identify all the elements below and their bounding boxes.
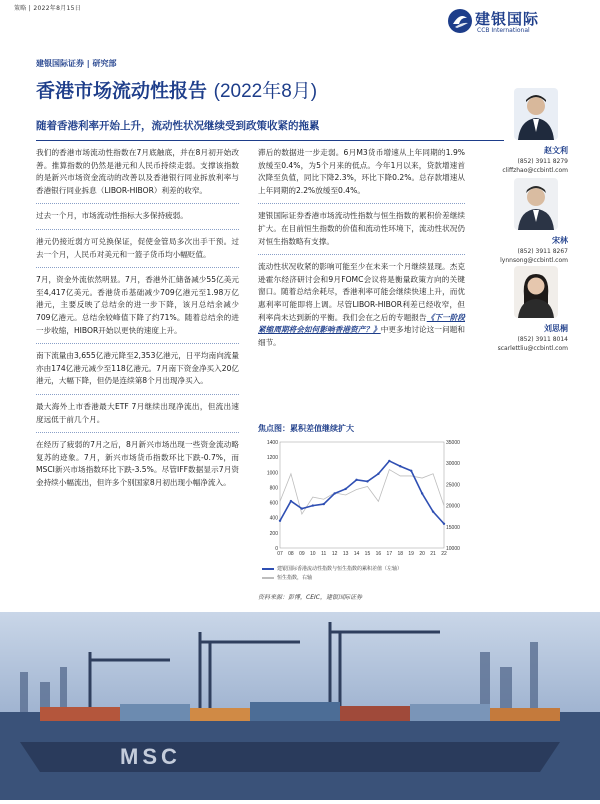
y-left-tick-label: 800 [269,485,278,492]
series-point [377,473,379,475]
series-point [410,470,412,472]
analyst-email[interactable]: lynnsong@ccbintl.com [500,257,568,264]
series-point [333,492,335,494]
legend-item-2 [262,574,402,583]
paragraph: 7月，资金外流依然明显。7月，香港外汇储备减少55亿美元至4,417亿美元。香港货币基础减少709亿港元至1.98万亿港元，主要反映了总结余的进一步下降，该月总结余减少709亿港元。总结余较峰值下降了约71%。随着总结余的进一步收缩，HIBOR开始以更快的速度上升。 [36,274,239,344]
report-title [36,76,317,103]
series-point [443,523,445,525]
series-point [399,465,401,467]
analyst-phone: (852) 3911 8279 [517,158,568,165]
brand-logo [447,6,587,38]
x-tick-label: 11 [321,551,327,557]
x-tick-label: 14 [353,551,360,557]
legend-swatch [262,568,274,570]
y-left-tick-label: 1400 [266,440,278,446]
x-tick-label: 19 [408,551,414,557]
legend-swatch [262,577,274,579]
legend-item-1 [262,565,402,574]
analyst-email[interactable]: cliffzhao@ccbintl.com [502,167,568,174]
report-title-date: (2022年8月) [213,81,318,102]
series-point [344,488,346,490]
report-subtitle: 随着香港利率开始上升，流动性状况继续受到政策收紧的拖累 [36,120,320,132]
department-label: 建银国际证券 | 研究部 [36,59,117,68]
x-tick-label: 18 [397,551,404,557]
image-ship-text: MSC [120,744,181,769]
y-left-tick-label: 200 [269,530,278,537]
chart-legend [262,565,402,583]
y-right-tick-label: 30000 [446,461,460,468]
x-tick-label: 22 [441,551,447,557]
x-tick-label: 09 [299,551,305,557]
analyst-card-1 [488,144,568,175]
paragraph: 最大海外上市香港最大ETF 7月继续出现净流出，但流出速度远低于前几个月。 [36,401,239,433]
paragraph: 南下流量由3,655亿港元降至2,353亿港元，日平均南向流量亦由174亿港元减少至118亿港元。7月南下资金净买入20亿港元，大幅下降，但仍是连续第8个月出现净买入。 [36,350,239,395]
analyst-photo-3 [514,266,558,318]
analyst-card-3 [488,322,568,353]
series-line-cumulative-spread [280,461,444,524]
paragraph: 我们的香港市场流动性指数在7月底触底，并在8月初开始改善。推算指数的仍然是港元和人民币持续走弱。支撑该指数的是新兴市场资金流动的改善以及香港银行同业拆放利率与香港银行同业拆息（LIBOR-HIBOR）利差的收窄。 [36,147,239,204]
legend-label: 恒生指数，右轴 [277,575,313,581]
analyst-phone: (852) 3911 8014 [517,336,568,343]
paragraph-text: 流动性状况收紧的影响可能至少在未来一个月继续显现。杰克逊霍尔经济研讨会和9月FOMC会议将是衡量政策方向的关键窗口。随着总结余耗尽，香港利率可能会继续快速上升，而优惠利率可能即将上调。尽管LIBOR-HIBOR利差已经收窄，但利率尚未达到新的平衡。我们会在之后的专题报告 [258,262,465,322]
paragraph: 建银国际证券香港市场流动性指数与恒生指数的累积价差继续扩大。在目前恒生指数的价值和流动性环境下，流动性状况仍对恒生指数略有支撑。 [258,210,465,255]
legend-label: 建银国际香港流动性指数与恒生指数的累积差值（左轴） [277,566,403,572]
chart-source: 资料来源：彭博，CEIC，建银国际证券 [258,594,362,601]
analyst-email[interactable]: scarlettliu@ccbintl.com [497,345,568,352]
analyst-name: 刘思桐 [544,324,568,333]
chart-title: 焦点图：累积差值继续扩大 [258,424,354,433]
x-tick-label: 15 [364,551,371,557]
plot-area [280,442,444,548]
y-left-tick-label: 1200 [266,455,278,462]
cover-image-port [0,612,600,800]
analyst-card-2 [488,234,568,265]
y-right-tick-label: 35000 [446,440,460,446]
x-tick-label: 12 [331,551,338,557]
x-tick-label: 16 [375,551,382,557]
header-topline: 策略 | 2022年8月15日 [14,5,82,12]
analyst-photo-2 [514,178,558,230]
analyst-name: 赵文利 [544,146,568,155]
y-left-tick-label: 600 [269,500,278,507]
y-left-tick-label: 400 [269,515,278,522]
series-point [279,520,281,522]
x-tick-label: 10 [310,551,316,557]
y-right-tick-label: 20000 [446,503,460,510]
x-tick-label: 20 [419,551,425,557]
paragraph: 港元仍接近弱方可兑换保证，促使金管局多次出手干预。过去一个月，人民币对美元和一篮子货币均小幅贬值。 [36,236,239,268]
series-point [388,460,390,462]
analyst-phone: (852) 3911 8267 [517,248,568,255]
series-point [432,510,434,512]
y-right-tick-label: 10000 [446,546,460,552]
column-left [36,147,239,501]
series-point [323,503,325,505]
series-point [355,479,357,481]
paragraph: 滞后的数据进一步走弱。6月M3货币增速从上年同期的1.9%放缓至0.4%，为5个月来的低点。今年1月以来，贷款增速首次降至负值，同比下降2.3%，环比下降0.2%。总存款增速从上年同期的2.2%放缓至0.4%。 [258,147,465,204]
x-tick-label: 21 [430,551,436,557]
paragraph: 在经历了疲弱的7月之后，8月新兴市场出现一些资金流动略复苏的迹象。7月，新兴市场货币指数环比下跌-0.7%，而MSCI新兴市场指数环比下跌-3.5%。尽管IFF数据显示7月资金持续小幅流出，但许多个别国家8月初出现小幅净流入。 [36,440,239,487]
report-link[interactable]: 《下一阶段紧缩周期将会如何影响香港资产？》 [258,312,466,335]
x-tick-label: 07 [277,551,283,557]
x-tick-label: 17 [386,551,393,557]
line-chart [258,436,470,564]
series-point [301,507,303,509]
y-right-tick-label: 15000 [446,524,460,531]
series-point [421,492,423,494]
logo-cn-text: 建银国际 [475,10,540,28]
logo-mark-icon [447,8,473,34]
analyst-photo-1 [514,88,558,140]
y-right-tick-label: 25000 [446,482,460,489]
y-left-tick-label: 1000 [266,470,278,477]
y-left-tick-label: 0 [275,546,278,552]
x-tick-label: 13 [342,551,349,557]
analyst-name: 宋林 [552,236,568,245]
series-point [290,500,292,502]
column-right [258,147,465,361]
paragraph: 过去一个月，市场流动性指标大多保持疲弱。 [36,210,239,230]
chart-container [258,436,470,586]
paragraph-text: 中更多地讨论这一问题和细节。 [258,325,466,347]
report-title-main: 香港市场流动性报告 [36,80,208,102]
paragraph [258,261,465,355]
title-divider [36,140,504,141]
logo-en-text: CCB International [477,27,530,34]
x-tick-label: 08 [288,551,294,557]
series-point [312,504,314,506]
series-point [366,480,368,482]
